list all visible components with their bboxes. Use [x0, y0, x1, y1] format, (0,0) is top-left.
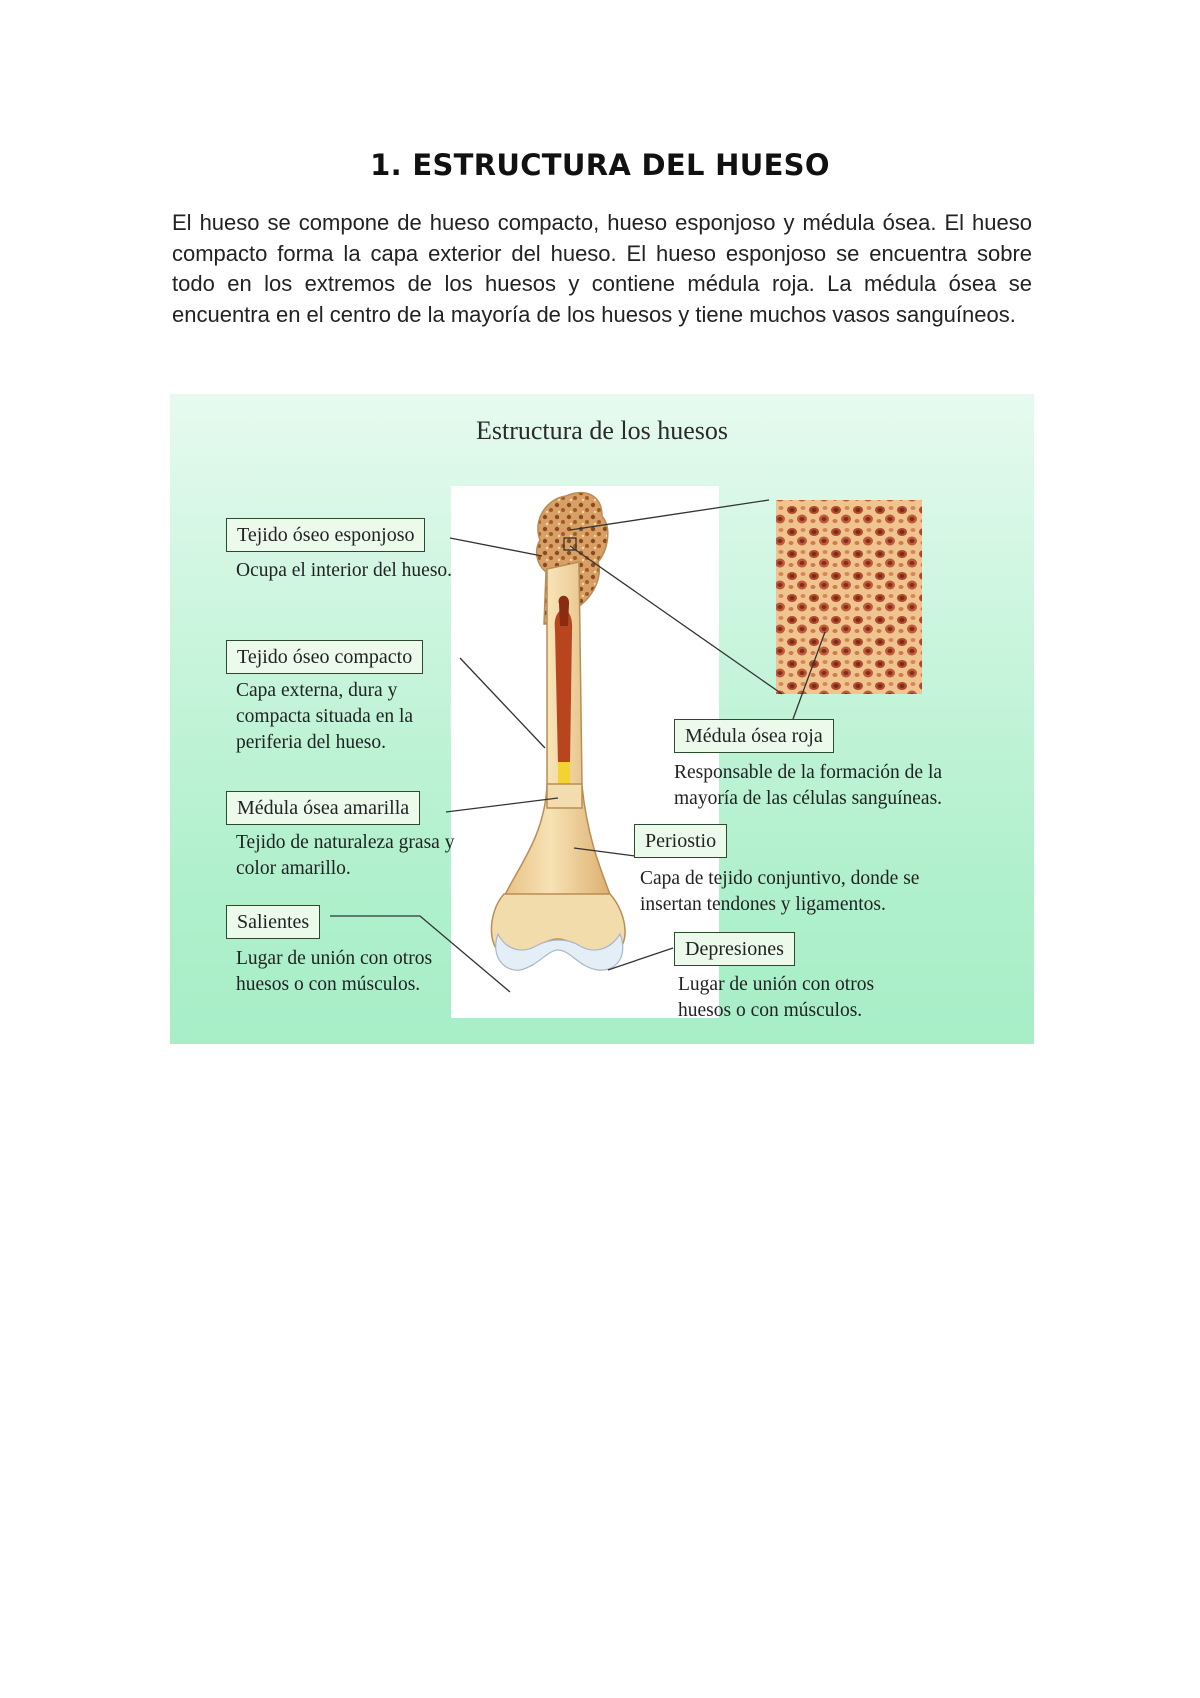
- label-depresiones: Depresiones: [674, 932, 795, 966]
- label-tejido-esponjoso: Tejido óseo esponjoso: [226, 518, 425, 552]
- bone-structure-figure: [170, 394, 1034, 1044]
- figure-title: Estructura de los huesos: [475, 416, 728, 445]
- desc-compacto-2: compacta situada en la: [236, 706, 414, 727]
- desc-periostio-1: Capa de tejido conjuntivo, donde se: [640, 868, 920, 889]
- desc-salientes-1: Lugar de unión con otros: [236, 948, 433, 969]
- yellow-marrow: [558, 762, 570, 784]
- desc-salientes-2: huesos o con músculos.: [236, 974, 421, 995]
- intro-paragraph: El hueso se compone de hueso compacto, hueso esponjoso y médula ósea. El hueso compacto forma la capa exterior del hueso. El hueso esponjoso se encuentra sobre todo en los extremos de los huesos y contiene médula roja. La médula ósea se encuentra en el centro de la mayoría de los huesos y tiene muchos vasos sanguíneos.: [172, 210, 1032, 327]
- desc-compacto-3: periferia del hueso.: [236, 732, 386, 753]
- desc-tejido-esponjoso: Ocupa el interior del hueso.: [236, 560, 453, 581]
- label-medula-roja: Médula ósea roja: [674, 719, 834, 753]
- cavity-shadow: [559, 596, 569, 626]
- desc-roja-1: Responsable de la formación de la: [674, 762, 943, 783]
- page-title: 1. ESTRUCTURA DEL HUESO: [370, 148, 830, 182]
- desc-periostio-2: insertan tendones y ligamentos.: [640, 894, 886, 915]
- spongy-tissue-magnified: [776, 500, 922, 694]
- label-medula-amarilla: Médula ósea amarilla: [226, 791, 420, 825]
- shaft-cut: [547, 784, 582, 808]
- label-salientes: Salientes: [226, 905, 320, 939]
- label-periostio: Periostio: [634, 824, 727, 858]
- desc-amarilla-1: Tejido de naturaleza grasa y: [236, 832, 455, 853]
- desc-depresiones-2: huesos o con músculos.: [678, 1000, 863, 1021]
- bone-shaft: [500, 562, 612, 906]
- desc-amarilla-2: color amarillo.: [236, 858, 351, 879]
- desc-compacto-1: Capa externa, dura y: [236, 680, 398, 701]
- desc-depresiones-1: Lugar de unión con otros: [678, 974, 875, 995]
- label-tejido-compacto: Tejido óseo compacto: [226, 640, 423, 674]
- desc-roja-2: mayoría de las células sanguíneas.: [674, 788, 943, 809]
